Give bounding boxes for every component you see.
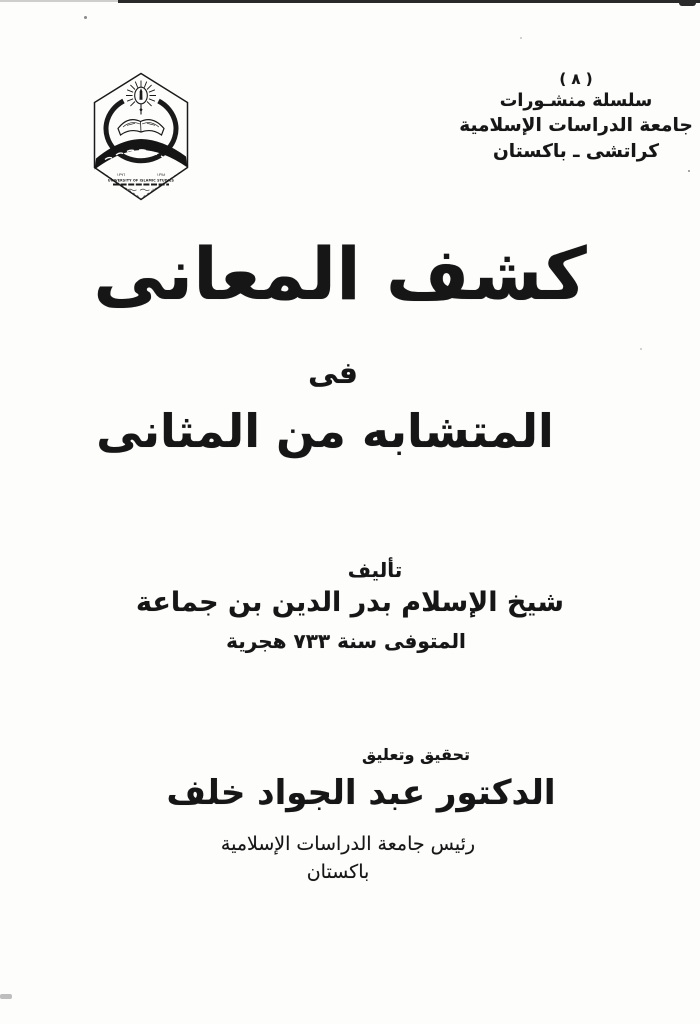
- editor-job-title: رئيس جامعة الدراسات الإسلامية: [220, 833, 476, 855]
- book-title-subtitle: المتشابه من المثانى: [96, 404, 554, 458]
- author-heading: تأليف: [347, 558, 403, 582]
- editor-heading: تحقيق وتعليق: [361, 745, 471, 764]
- author-death-year: المتوفى سنة ٧٣٣ هجرية: [226, 629, 466, 653]
- scan-speck: [0, 994, 12, 999]
- emblem-year-right: ١٣٧٨: [156, 172, 166, 177]
- scan-edge-artifact: [0, 0, 120, 2]
- author-name: شيخ الإسلام بدر الدين بن جماعة: [136, 587, 564, 618]
- book-title-connector: فى: [308, 356, 358, 391]
- university-emblem: [92, 71, 190, 202]
- scan-edge-artifact: [118, 0, 700, 3]
- series-university: جامعة الدراسات الإسلامية: [459, 115, 693, 136]
- series-number: ( ٨ ): [559, 70, 593, 88]
- series-location: كراتشى ـ باكستان: [492, 141, 660, 162]
- book-title-main: كشف المعانى: [93, 232, 587, 316]
- editor-name: الدكتور عبد الجواد خلف: [166, 773, 556, 813]
- editor-country: باكستان: [306, 861, 370, 883]
- scan-edge-artifact: [679, 0, 696, 6]
- scan-speck: [688, 170, 690, 172]
- emblem-university-name: UNIVERSITY OF ISLAMIC STUDIES: [107, 178, 175, 183]
- book-spine: [141, 122, 142, 133]
- series-title: سلسلة منشـورات: [499, 91, 653, 111]
- scan-speck: [84, 16, 87, 19]
- series-block: [451, 70, 700, 162]
- scan-speck: [640, 348, 642, 350]
- scan-speck: [520, 37, 522, 39]
- emblem-year-left: ١٣٩٦: [116, 172, 126, 177]
